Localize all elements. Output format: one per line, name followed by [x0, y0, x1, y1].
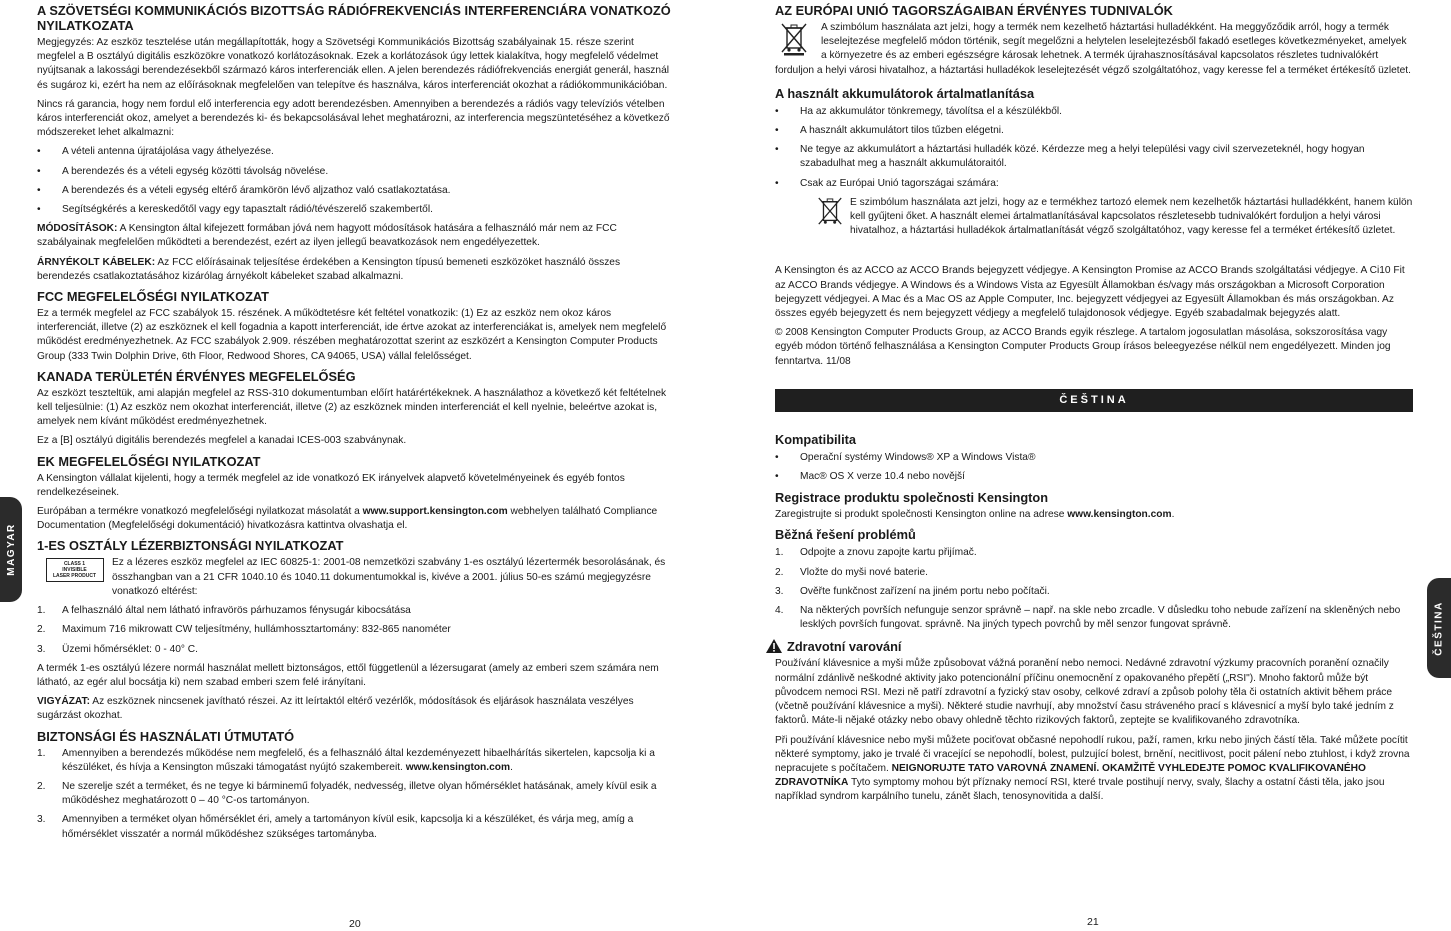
kensington-link[interactable]: www.kensington.com [405, 761, 511, 773]
item-text: Maximum 716 mikrowatt CW teljesítmény, hullámhossztartomány: 832-865 nanométer [62, 624, 451, 636]
list-item [37, 813, 672, 841]
list-item: • A vételi antenna újratájolása vagy áthelyezése. [37, 145, 672, 159]
list-item: • A berendezés és a vételi egység eltérő áramkörön lévő aljzathoz való csatlakoztatása. [37, 184, 672, 198]
right-page [775, 0, 1413, 810]
modifications-paragraph [37, 222, 672, 250]
laser-intro: Ez a lézeres eszköz megfelel az IEC 60825-1: 2001-08 nemzetközi szabvány 1-es osztályú lézertermék besorolásának, és összhangban van a 21 CFR 1040.10 és 1040.11 dokumentumokkal is, kivéve a 2001. július 50-es számú megjegyzésre vonatkozó eltérést: [112, 557, 666, 597]
rf-paragraph-1: Megjegyzés: Az eszköz tesztelése után megállapították, hogy a Szövetségi Kommunikációs Bizottság szabályainak 15. része szerint megfelel a B osztályú digitális eszközökre vonatkozó korlátozásoknak. Ezek a korlátozások úgy lettek kialakítva, hogy megfelelő védelmet nyújtsanak a lakossági berendezésekből származó káros interferenciák ellen. A jelen berendezés rádiófrekvenciás energiát generál, használ és sugároz ki, ezért ha nem az előírásoknak megfelelően van telepítve és használva, káros interferenciát okozhat a rádiókommunikációban. [37, 37, 669, 91]
warning-triangle-icon [765, 638, 783, 654]
item-text-end: . [510, 761, 513, 773]
laser-label-line: INVISIBLE [62, 567, 87, 574]
health-text-a: Při používání klávesnice nebo myši můžete pociťovat občasné nepohodlí rukou, paží, ramen, krku nebo jiných částí těla. Také můžete pocítit některé symptomy, jako je trvalé či vracející se nepohodlí, bolest, pulzující bolest, brnění, necitlivost, pocit pálení nebo ztuhlost, i když zrovna nepracujete s počítačem. [775, 734, 1410, 774]
copyright-paragraph: © 2008 Kensington Computer Products Group, az ACCO Brands egyik részlege. A tartalom jogosulatlan másolása, sokszorosítása vagy egyéb módon történő felhasználása a Kensington Computer Products Group írásos beleegyezése nélkül nem engedélyezett. Minden jog fenntartva. 11/08 [775, 327, 1391, 367]
item-number: 2. [37, 624, 46, 636]
shielded-cables-text: Az FCC előírásainak teljesítése érdekében a Kensington típusú bemeneti eszközöket használó összes berendezés csatlakoztatásához kizárólag árnyékolt kábeleket szabad alkalmazni. [37, 256, 621, 282]
side-tab-label: ČEŠTINA [1433, 600, 1445, 656]
laser-label-line: CLASS 1 [63, 561, 86, 568]
rf-bullet-list [37, 145, 672, 217]
troubleshooting-list [775, 546, 1413, 632]
list-item [775, 566, 1413, 580]
warning-label: VIGYÁZAT: [37, 696, 91, 708]
support-link[interactable]: www.support.kensington.com [362, 506, 508, 518]
ek-paragraph-1: A Kensington vállalat kijelenti, hogy a termék megfelel az ide vonatkozó EK irányelvek alapvető követelményeinek és egyéb fontos rendelkezéseinek. [37, 472, 625, 498]
item-number: 2. [775, 566, 784, 578]
crossed-bin-icon [816, 196, 844, 228]
ek-text-b: webhelyen található Compliance Documentation (Megfelelőségi dokumentáció) hivatkozásra kattintva olvashatja el. [37, 506, 658, 532]
ek-heading: EK MEGFELELŐSÉGI NYILATKOZAT [37, 453, 261, 469]
laser-statement [37, 556, 672, 599]
list-item: • A berendezés és a vételi egység közötti távolság növelése. [37, 165, 672, 179]
registration-text: Zaregistrujte si produkt společnosti Kensington online na adrese [775, 509, 1068, 521]
health-paragraph-2 [775, 734, 1413, 805]
laser-list [37, 604, 672, 657]
canada-heading: KANADA TERÜLETÉN ÉRVÉNYES MEGFELELŐSÉG [37, 368, 356, 384]
list-item [775, 604, 1413, 632]
item-text: Amennyiben a terméket olyan hőmérséklet éri, amely a tartományon kívül esik, kapcsolja ki a készüléket, és várja meg, amíg a hőmérséklet visszatér a normál működéshez szükséges tartományba. [62, 814, 634, 840]
safety-heading: BIZTONSÁGI ÉS HASZNÁLATI ÚTMUTATÓ [37, 728, 295, 744]
list-item [775, 585, 1413, 599]
ek-text-a: Európában a termékre vonatkozó megfelelőségi nyilatkozat másolatát a [37, 506, 363, 518]
trademark-paragraph: A Kensington és az ACCO az ACCO Brands bejegyzett védjegye. A Kensington Promise az ACCO Brands szolgáltatási védjegye. A Ci10 Fit az ACCO Brands védjegye. A Windows és a Windows Vista az Egyesült Államokban és/vagy más országokban a Microsoft Corporation bejegyzett védjegyei. A Mac és a Mac OS az Apple Computer, Inc. bejegyzett védjegyei az Egyesült Államokban és más országokban. Az összes egyéb bejegyzett és nem bejegyzett védjegy a megfelelő tulajdonosok védjegye. Egyéb szabadalmak bejegyzés alatt. [775, 265, 1405, 320]
health-warning-bold: NEIGNORUJTE TATO VAROVNÁ ZNAMENÍ. OKAMŽITĚ VYHLEDEJTE POMOC KVALIFIKOVANÉHO ZDRAVOTNÍKA [775, 762, 1366, 789]
list-item [37, 643, 672, 657]
battery-bin-box [810, 196, 850, 228]
compat-bullet-list [775, 451, 1413, 484]
warning-text: Az eszköznek nincsenek javítható részei. Az itt leírtaktól eltérő vezérlők, módosítások és eljárások használata veszélyes sugárzást okozhat. [37, 696, 634, 722]
battery-bullet-list [775, 105, 1413, 191]
registration-link[interactable]: www.kensington.com [1067, 509, 1172, 521]
shielded-cables-paragraph [37, 256, 672, 284]
battery-heading: A használt akkumulátorok ártalmatlanítása [775, 85, 1035, 101]
laser-paragraph: A termék 1-es osztályú lézere normál használat mellett biztonságos, ettől függetlenül a lézersugarat (amely az emberi szem számára nem látható, az egér alul bocsátja ki) nem szabad emberi szem felé irányítani. [37, 662, 659, 688]
item-number: 1. [775, 547, 784, 559]
rf-paragraph-2: Nincs rá garancia, hogy nem fordul elő interferencia egy adott berendezésben. Amennyiben a berendezés a rádiós vagy televíziós vételben káros interferenciát okoz, amelyet a berendezés ki- és bekapcsolásával lehet meghatározni, az interferencia megszüntetéséhez a következő módszereket lehet alkalmazni: [37, 98, 670, 139]
fcc-heading: FCC MEGFELELŐSÉGI NYILATKOZAT [37, 289, 269, 305]
modifications-text: A Kensington által kifejezett formában jóvá nem hagyott módosítások hatására a felhasználó már nem az FCC szabályainak megfelelően működteti a berendezést, ezért az ilyen jellegű beavatkozások nem engedélyezettek. [37, 223, 617, 249]
item-text: Na některých površích nefunguje senzor správně – např. na skle nebo zrcadle. V důsledku toho nebude zařízení na skleněných nebo lesklých površích fungovat. správně. Na jiných typech povrchů by měl senzor fungovat správně. [800, 605, 1401, 631]
compat-heading: Kompatibilita [775, 431, 857, 447]
left-page [37, 0, 672, 847]
fcc-paragraph: Ez a termék megfelel az FCC szabályok 15. részének. A működtetésre két feltétel vonatkozik: (1) Ez az eszköz nem okoz káros interferenciát, illetve (2) az eszköznek el kell fogadnia a kapott interferenciát, ide értve azokat az interferenciákat is, amelyek nem megfelelő működést eredményezhetnek. Az FCC szabályok 2.909. részében meghatározottat szerint az eszközért a Kensington Computer Products Group (333 Twin Dolphin Drive, 6th Floor, Redwood Shores, CA 94065, USA) vállal felelősséget. [37, 308, 667, 362]
shielded-cables-label: ÁRNYÉKOLT KÁBELEK: [37, 256, 156, 268]
page-number-right: 21 [1087, 916, 1099, 928]
list-item [37, 780, 672, 808]
battery-eu-text: E szimbólum használata azt jelzi, hogy az e termékhez tartozó elemek nem kezelhetők háztartási hulladékként, hanem külön kell gyűjteni őket. A használt elemei ártalmatlanításával kapcsolatos részletesebb tudnivalókért forduljon a helyi városi hivatalhoz, a háztartási hulladékok ártalmatlanítását végző szolgáltatóhoz, vagy keresse fel a terméket értékesítő üzletet. [850, 196, 1413, 237]
health-heading [775, 638, 1413, 654]
ek-paragraph-2 [37, 505, 672, 533]
item-number: 4. [775, 605, 784, 617]
laser-label-box [37, 556, 112, 582]
item-number: 1. [37, 605, 46, 617]
modifications-label: MÓDOSÍTÁSOK: [37, 223, 118, 235]
registration-text-end: . [1171, 509, 1175, 521]
health-heading-text: Zdravotní varování [787, 638, 902, 654]
side-tab-magyar [0, 497, 22, 602]
registration-heading: Registrace produktu společnosti Kensington [775, 490, 1049, 506]
item-text: A felhasználó által nem látható infravörös párhuzamos fénysugár kibocsátása [62, 605, 411, 617]
list-item: • Ne tegye az akkumulátort a háztartási hulladék közé. Kérdezze meg a helyi települési vagy civil szervezeteknél, hogy hogyan szabadulhat meg a használt akkumulátoraitól. [775, 143, 1413, 171]
item-number: 3. [37, 643, 46, 655]
item-text: Ověřte funkčnost zařízení na jiném portu nebo počítači. [800, 585, 1050, 597]
item-text: Odpojte a znovu zapojte kartu přijímač. [800, 547, 977, 559]
language-bar: ČEŠTINA [775, 389, 1413, 412]
eu-paragraph [775, 21, 1413, 78]
canada-paragraph-1: Az eszközt teszteltük, ami alapján megfelel az RSS-310 dokumentumban előírt határértékeknek. A használathoz a következő két feltételnek kell teljesülnie: (1) Az eszköz nem okozhat interferenciát, illetve (2) az eszköznek minden interferenciát el kell nyelnie, beleértve azokat is, amelyek nem kívánt működést eredményezhetnek. [37, 387, 667, 428]
laser-heading: 1-ES OSZTÁLY LÉZERBIZTONSÁGI NYILATKOZAT [37, 538, 344, 554]
rf-heading: A SZÖVETSÉGI KOMMUNIKÁCIÓS BIZOTTSÁG RÁDIÓFREKVENCIÁS INTERFERENCIÁRA VONATKOZÓ NYILATKOZATA [37, 3, 671, 33]
list-item: • Segítségkérés a kereskedőtől vagy egy tapasztalt rádió/tévészerelő szakembertől. [37, 203, 672, 217]
troubleshooting-heading: Běžná řešení problémů [775, 527, 916, 543]
list-item: • Operační systémy Windows® XP a Windows Vista® [775, 451, 1413, 465]
side-tab-label: MAGYAR [5, 523, 17, 576]
item-number: 2. [37, 780, 46, 792]
safety-list [37, 747, 672, 842]
registration-paragraph [775, 508, 1413, 522]
list-item: • Mac® OS X verze 10.4 nebo novější [775, 470, 1413, 484]
canada-paragraph-2: Ez a [B] osztályú digitális berendezés megfelel a kanadai ICES-003 szabványnak. [37, 435, 407, 447]
warning-paragraph [37, 695, 672, 723]
item-text: Vložte do myši nové baterie. [800, 566, 928, 578]
class1-laser-label-icon [46, 558, 104, 582]
health-text-b: Tyto symptomy mohou být příznaky nemocí RSI, které trvale postihují nervy, svaly, šlachy a ostatní části těla, jako jsou například syndrom karpálního tunelu, zánět šlach, tenosynovitida a další. [775, 777, 1385, 803]
laser-label-line: LASER PRODUCT [52, 573, 97, 580]
list-item: • A használt akkumulátort tilos tűzben elégetni. [775, 124, 1413, 138]
item-text: Amennyiben a berendezés működése nem megfelelő, és a felhasználó által kezdeményezett hibaelhárítás sikertelen, kapcsolja ki a készüléket, és hívja a Kensington műszaki támogatást nyújtó szakembereit. [62, 747, 655, 773]
list-item: • Csak az Európai Unió tagországai számára: [775, 177, 1413, 191]
crossed-bin-icon [779, 22, 809, 56]
eu-text: A szimbólum használata azt jelzi, hogy a termék nem kezelhető háztartási hulladékként. Ha meggyőződik arról, hogy a termék leselejtezése megfelelő módon történik, segít megelőzni a helytelen leselejtezésből fakadó esetleges következményeket, amelyek a környezetre és az emberi egészségre károsak lehetnek. A termék újrahasznosításával kapcsolatos részletes tudnivalókért forduljon a helyi városi hivatalhoz, a háztartási hulladékok leselejtezését végző szolgáltatóhoz, vagy keresse fel a terméket értékesítő üzletet. [775, 22, 1411, 76]
page-number-left: 20 [349, 918, 361, 930]
health-paragraph-1: Používání klávesnice a myši může způsobovat vážná poranění nebo nemoci. Nedávné zdravotní výzkumy pracovních poranění označily normální zdánlivě neškodné aktivity jako potencionální příčinu onemocnění z opakovaného přepětí („RSI"). Mnoho faktorů může být původcem nemoci RSI. Mezi ně patří zdravotní a fyzický stav osoby, celkové zdraví a způsob polohy těla či ostatních aktivit během práce (včetně používání klávesnice a myši). Některé studie navrhují, aby množství času stráveného prací s klávesnicí a myší bylo také jedním z faktorů. Máte-li nějaké otázky nebo obavy ohledně těchto rizikových faktorů, zeptejte se kvalifikovaného zdravotníka. [775, 658, 1394, 727]
eu-heading: AZ EURÓPAI UNIÓ TAGORSZÁGAIBAN ÉRVÉNYES TUDNIVALÓK [775, 3, 1173, 18]
list-item [37, 623, 672, 637]
item-number: 3. [775, 585, 784, 597]
battery-eu-statement [810, 196, 1413, 239]
item-number: 3. [37, 814, 46, 826]
item-text: Ne szerelje szét a terméket, és ne tegye ki bárminemű folyadék, nedvesség, illetve olyan hőmérséklet hatásának, amely kívül esik a működéshez meghatározott 0 – 40 °C-os tartományon. [62, 780, 657, 807]
item-number: 1. [37, 747, 46, 759]
list-item [775, 546, 1413, 560]
side-tab-cestina [1427, 578, 1451, 678]
item-text: Üzemi hőmérséklet: 0 - 40° C. [62, 643, 198, 655]
list-item: • Ha az akkumulátor tönkremegy, távolítsa el a készülékből. [775, 105, 1413, 119]
list-item [37, 604, 672, 618]
list-item [37, 747, 672, 775]
